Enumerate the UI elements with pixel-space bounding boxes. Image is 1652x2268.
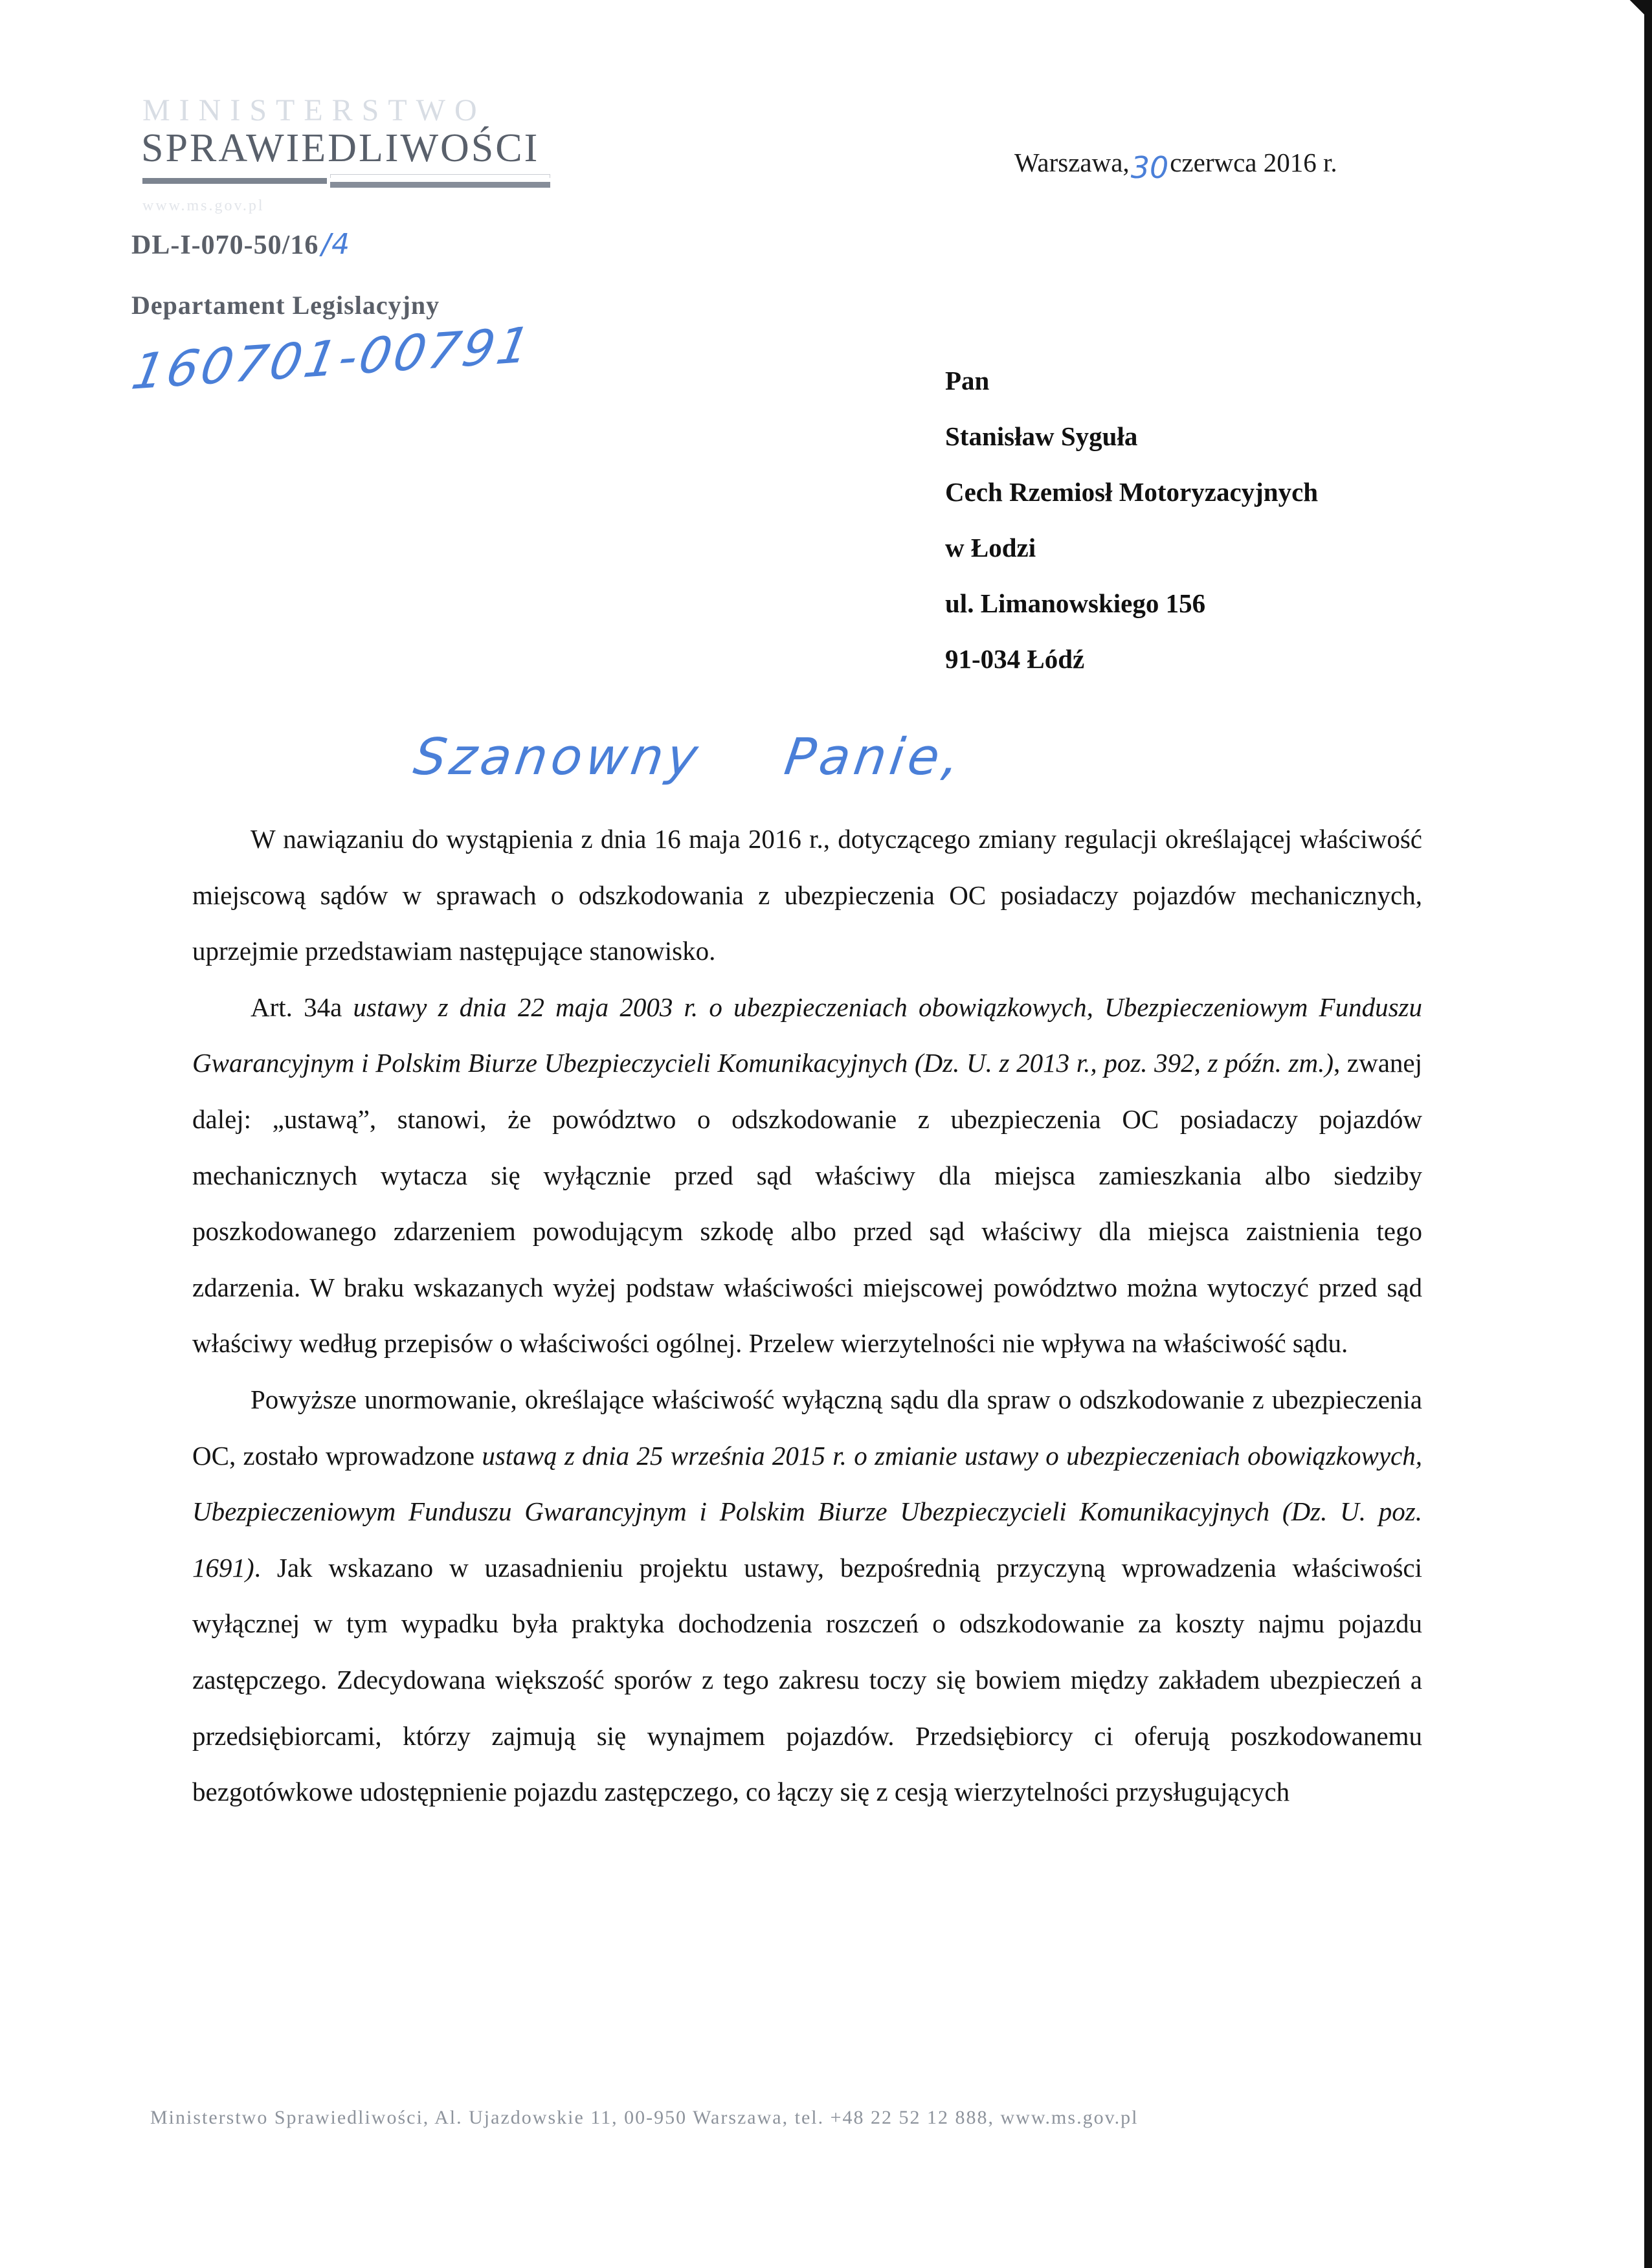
p2-statute-citation: ustawy z dnia 22 maja 2003 r. o ubezpieczeniach obowiązkowych, Ubezpieczeniowym Funduszu Gwarancyjnym i Polskim Biurze Ubezpieczycieli Komunikacyjnych (Dz. U. z 2013 r., poz. 392, z późn. zm.) — [192, 992, 1422, 1078]
logo-bar-right-outline — [330, 174, 550, 178]
recipient-city-line: w Łodzi — [945, 533, 1036, 562]
letterhead-footer: Ministerstwo Sprawiedliwości, Al. Ujazdowskie 11, 00-950 Warszawa, tel. +48 22 52 12 888, www.ms.gov.pl — [150, 2107, 1139, 2128]
logo-divider-bar — [142, 174, 557, 194]
handwritten-salutation — [410, 728, 967, 786]
recipient-street: ul. Limanowskiego 156 — [945, 588, 1206, 618]
handwritten-ref-suffix: /4 — [321, 228, 351, 261]
logo-bar-left — [142, 178, 327, 184]
logo-website: www.ms.gov.pl — [142, 197, 265, 214]
date-month-year: czerwca 2016 r. — [1170, 148, 1337, 177]
recipient-organization: Cech Rzemiosł Motoryzacyjnych — [945, 477, 1319, 507]
ministry-letterhead-logo — [142, 94, 557, 216]
recipient-address — [945, 353, 1318, 687]
body-paragraph-3 — [192, 1372, 1422, 1820]
case-number: DL-I-070-50/16 — [131, 230, 319, 260]
scan-edge-strip — [1644, 0, 1652, 2268]
p2-end: , zwanej dalej: „ustawą”, stanowi, że powództwo o odszkodowanie z ubezpieczenia OC posiadaczy pojazdów mechanicznych wytacza się wyłącznie przed sąd właściwy dla miejsca zamieszkania albo siedziby poszkodowanego zdarzeniem powodującym szkodę albo przed sąd właściwy dla miejsca zaistnienia tego zdarzenia. W braku wskazanych wyżej podstaw właściwości miejscowej powództwo można wytoczyć przed sąd właściwy według przepisów o właściwości ogólnej. Przelew wierzytelności nie wpływa na właściwość sądu. — [192, 1048, 1423, 1359]
date-city: Warszawa, — [1014, 148, 1130, 177]
case-reference — [131, 228, 350, 261]
logo-bar-right — [330, 182, 550, 188]
handwritten-registry-number: 160701-00791 — [128, 315, 537, 401]
letter-date — [1014, 144, 1337, 185]
p3-statute-citation: ustawą z dnia 25 września 2015 r. o zmianie ustawy o ubezpieczeniach obowiązkowych, Ubezpieczeniowym Funduszu Gwarancyjnym i Polskim Biurze Ubezpieczycieli Komunikacyjnych (Dz. U. poz. 1691) — [192, 1440, 1422, 1583]
salutation-word-1: Szanowny — [410, 728, 706, 786]
department-name: Departament Legislacyjny — [131, 291, 440, 320]
p2-start: Art. 34a — [251, 992, 353, 1022]
logo-ministry-main: SPRAWIEDLIWOŚCI — [141, 126, 540, 170]
recipient-postal: 91-034 Łódź — [945, 644, 1085, 674]
salutation-word-2: Panie, — [781, 728, 967, 786]
body-paragraph-1: W nawiązaniu do wystąpienia z dnia 16 maja 2016 r., dotyczącego zmiany regulacji określającej właściwość miejscową sądów w sprawach o odszkodowania z ubezpieczenia OC posiadaczy pojazdów mechanicznych, uprzejmie przedstawiam następujące stanowisko. — [192, 824, 1422, 966]
letter-body — [192, 811, 1422, 1820]
p3-end: . Jak wskazano w uzasadnieniu projektu ustawy, bezpośrednią przyczyną wprowadzenia właściwości wyłącznej w tym wypadku była praktyka dochodzenia roszczeń o odszkodowanie za koszty najmu pojazdu zastępczego. Zdecydowana większość sporów z tego zakresu toczy się bowiem między zakładem ubezpieczeń a przedsiębiorcami, którzy zajmują się wynajmem pojazdów. Przedsiębiorcy ci oferują poszkodowanemu bezgotówkowe udostępnienie pojazdu zastępczego, co łączy się z cesją wierzytelności przysługujących — [192, 1552, 1422, 1807]
handwritten-day: 30 — [1130, 150, 1169, 185]
logo-ministry-top: MINISTERSTWO — [142, 93, 486, 128]
recipient-name: Stanisław Syguła — [945, 421, 1138, 451]
recipient-title: Pan — [945, 366, 990, 395]
scan-edge-corner — [1626, 0, 1652, 18]
p3-start: Powyższe unormowanie, określające właściwość wyłączną sądu dla spraw o odszkodowanie z ubezpieczenia OC, zostało wprowadzone — [192, 1384, 1422, 1471]
body-paragraph-2 — [192, 979, 1422, 1372]
